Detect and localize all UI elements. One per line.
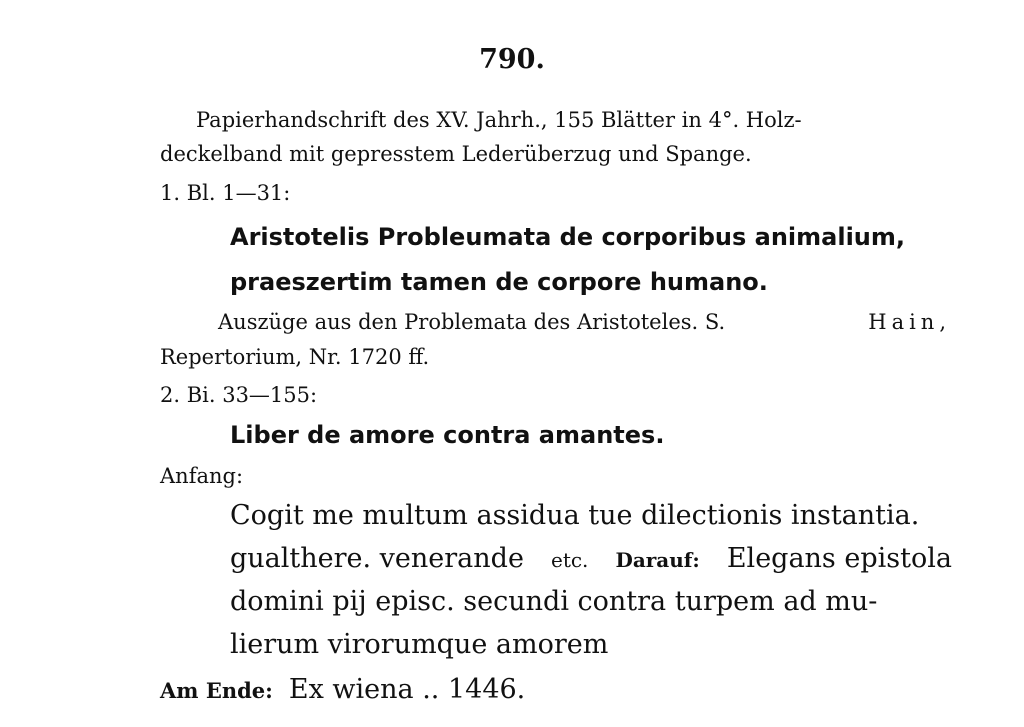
- item-1-note-text: Auszüge aus den Problemata des Aristoteles. S.: [218, 310, 726, 334]
- quote-line-2-continuation: Elegans epistola: [726, 543, 952, 574]
- quote-line-4: lierum virorumque amorem: [230, 629, 609, 660]
- quote-line-2-text: gualthere. venerande: [230, 543, 524, 574]
- item-1-note-line-2: Repertorium, Nr. 1720 ff.: [160, 345, 430, 369]
- entry-number: 790.: [479, 44, 545, 75]
- item-1-note-line-1: [218, 312, 951, 333]
- quote-line-2: [230, 545, 952, 572]
- quote-darauf-label: Darauf:: [615, 548, 700, 572]
- item-1-title-line-1: Aristotelis Probleumata de corporibus animalium,: [230, 223, 906, 251]
- quote-etc: etc.: [550, 548, 589, 572]
- end-line: [160, 676, 525, 703]
- description-line-1: Papierhandschrift des XV. Jahrh., 155 Blätter in 4°. Holz-: [196, 108, 802, 132]
- item-2-reference: 2. Bi. 33—155:: [160, 383, 318, 407]
- quote-line-1: Cogit me multum assidua tue dilectionis instantia.: [230, 500, 920, 531]
- item-1-reference: 1. Bl. 1—31:: [160, 181, 291, 205]
- description-line-2: deckelband mit gepresstem Lederüberzug und Spange.: [160, 142, 752, 166]
- item-1-note-author: Hain,: [868, 310, 951, 334]
- end-text: Ex wiena .. 1446.: [288, 674, 526, 705]
- item-1-title-line-2: praeszertim tamen de corpore humano.: [230, 268, 768, 296]
- quote-line-3: domini pij episc. secundi contra turpem ad mu-: [230, 586, 878, 617]
- anfang-label: Anfang:: [160, 464, 244, 488]
- end-label: Am Ende:: [160, 678, 273, 703]
- item-2-title: Liber de amore contra amantes.: [230, 421, 665, 449]
